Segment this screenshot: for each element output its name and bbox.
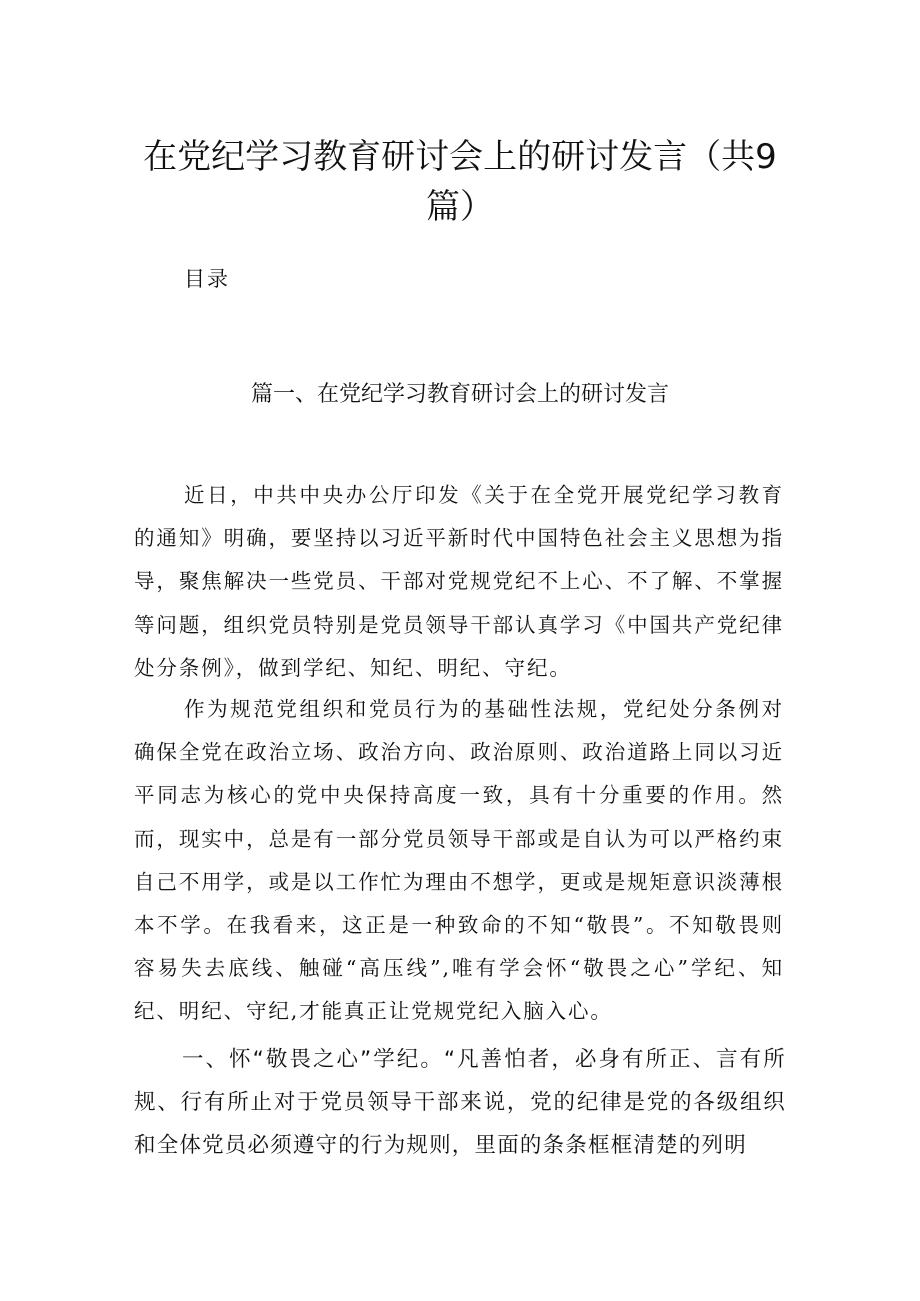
body-paragraph: 作为规范党组织和党员行为的基础性法规，党纪处分条例对确保全党在政治立场、政治方向、政治原则、政治道路上同以习近平同志为核心的党中央保持高度一致，具有十分重要的作用。然而，现实中，总是有一部分党员领导干部或是自认为可以严格约束自己不用学，或是以工作忙为理由不想学，更或是规矩意识淡薄根本不学。在我看来，这正是一种致命的不知“敬畏”。不知敬畏则容易失去底线、触碰“高压线”,唯有学会怀“敬畏之心”学纪、知纪、明纪、守纪,才能真正让党规党纪入脑入心。 (134, 697, 784, 1024)
body-paragraph: 近日，中共中央办公厅印发《关于在全党开展党纪学习教育的通知》明确，要坚持以习近平新时代中国特色社会主义思想为指导，聚焦解决一些党员、干部对党规党纪不上心、不了解、不掌握等问题，组织党员特别是党员领导干部认真学习《中国共产党纪律处分条例》，做到学纪、知纪、明纪、守纪。 (134, 483, 784, 680)
chapter-heading: 篇一、在党纪学习教育研讨会上的研讨发言 (250, 382, 669, 407)
table-of-contents-label: 目录 (184, 267, 230, 291)
document-title: 在党纪学习教育研讨会上的研讨发言（共9篇） (143, 137, 777, 227)
section-one-paragraph: 一、怀“敬畏之心”学纪。“凡善怕者，必身有所正、言有所规、行有所止对于党员领导干部来说，党的纪律是党的各级组织和全体党员必须遵守的行为规则，里面的条条框框清楚的列明 (134, 1047, 786, 1158)
